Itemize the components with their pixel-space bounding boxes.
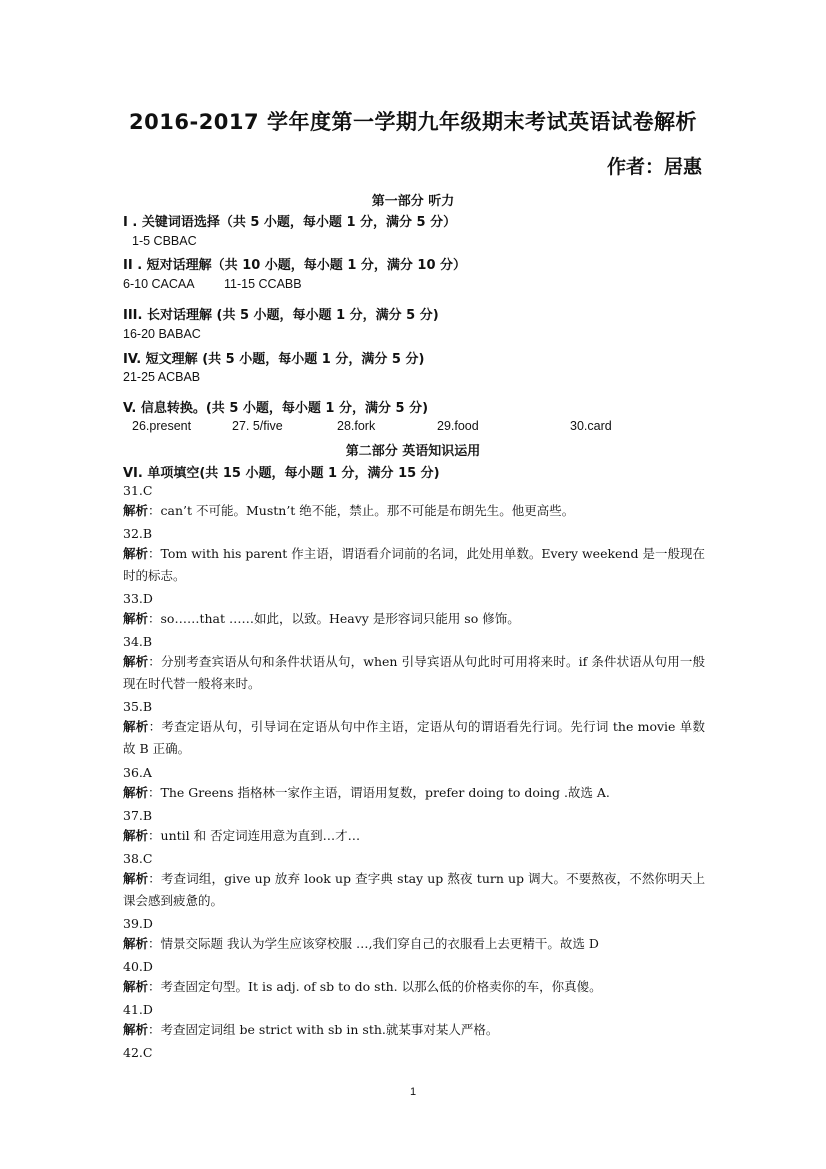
- explanation-text: ：考查词组，give up 放弃 look up 查字典 stay up 熬夜 turn up 调大。不要熬夜，不然你明天上课会感到疲惫的。: [123, 871, 705, 908]
- question-number: 37.B: [123, 808, 153, 823]
- explanation-text: ：so……that ……如此，以致。Heavy 是形容词只能用 so 修饰。: [148, 611, 520, 626]
- question-number: 39.D: [123, 916, 153, 931]
- section-heading: II . 短对话理解（共 10 小题，每小题 1 分，满分 10 分）: [123, 258, 467, 273]
- explanation-label: 解析: [123, 1022, 149, 1037]
- explanation-label: 解析: [123, 979, 149, 994]
- explanation-label: 解析: [123, 936, 149, 951]
- explanation-text: ：情景交际题 我认为学生应该穿校服 …,我们穿自己的衣服看上去更精干。故选 D: [148, 936, 599, 951]
- explanation: [123, 782, 705, 804]
- explanation: [123, 933, 705, 955]
- explanation: [123, 716, 705, 760]
- explanation: [123, 543, 705, 587]
- section-heading: V. 信息转换。(共 5 小题，每小题 1 分，满分 5 分): [123, 401, 429, 416]
- answer-line: 21-25 ACBAB: [123, 370, 201, 384]
- explanation: [123, 608, 705, 630]
- explanation-label: 解析: [123, 719, 149, 734]
- explanation-text: ：考查固定句型。It is adj. of sb to do sth. 以那么低的价格卖你的车，你真傻。: [148, 979, 602, 994]
- explanation: [123, 825, 705, 847]
- explanation-label: 解析: [123, 546, 149, 561]
- answer-line: 16-20 BABAC: [123, 327, 201, 341]
- answer-line: 11-15 CCABB: [224, 277, 302, 291]
- question-number: 33.D: [123, 591, 153, 606]
- explanation-text: ：Tom with his parent 作主语，谓语看介词前的名词，此处用单数。Every weekend 是一般现在时的标志。: [123, 546, 705, 583]
- explanation-text: ：考查定语从句，引导词在定语从句中作主语，定语从句的谓语看先行词。先行词 the movie 单数故 B 正确。: [123, 719, 705, 756]
- explanation-text: ：The Greens 指格林一家作主语，谓语用复数，prefer doing to doing .故选 A.: [148, 785, 610, 800]
- explanation: [123, 1019, 705, 1041]
- question-number: 34.B: [123, 634, 153, 649]
- section-heading: IV. 短文理解 (共 5 小题，每小题 1 分，满分 5 分): [123, 352, 425, 367]
- question-number: 35.B: [123, 699, 153, 714]
- explanation-label: 解析: [123, 611, 149, 626]
- section-heading: VI. 单项填空(共 15 小题，每小题 1 分，满分 15 分): [123, 466, 440, 481]
- explanation: [123, 651, 705, 695]
- answer-item: 26.present: [132, 419, 192, 433]
- author-line: 作者：居惠: [606, 156, 702, 178]
- question-number: 31.C: [123, 483, 153, 498]
- page-number: 1: [409, 1086, 417, 1098]
- answer-line: 1-5 CBBAC: [132, 234, 197, 248]
- question-number: 36.A: [123, 765, 152, 780]
- explanation-text: ：can’t 不可能。Mustn’t 绝不能，禁止。那不可能是布朗先生。他更高些。: [148, 503, 575, 518]
- question-number: 32.B: [123, 526, 153, 541]
- answer-item: 27. 5/five: [232, 419, 283, 433]
- explanation-label: 解析: [123, 654, 149, 669]
- question-number: 42.C: [123, 1045, 153, 1060]
- section-heading: III. 长对话理解 (共 5 小题，每小题 1 分，满分 5 分): [123, 308, 439, 323]
- question-number: 40.D: [123, 959, 153, 974]
- page-title: 2016-2017 学年度第一学期九年级期末考试英语试卷解析: [129, 110, 697, 134]
- explanation: [123, 500, 705, 522]
- question-number: 41.D: [123, 1002, 153, 1017]
- explanation-label: 解析: [123, 785, 149, 800]
- explanation-text: ：分别考查宾语从句和条件状语从句，when 引导宾语从句此时可用将来时。if 条件状语从句用一般现在时代替一般将来时。: [123, 654, 705, 691]
- section-heading: I . 关键词语选择（共 5 小题，每小题 1 分，满分 5 分）: [123, 215, 457, 230]
- part2-heading: 第二部分 英语知识运用: [345, 444, 481, 459]
- part1-heading: 第一部分 听力: [371, 194, 455, 209]
- answer-item: 28.fork: [337, 419, 376, 433]
- explanation-label: 解析: [123, 871, 149, 886]
- explanation-text: ：考查固定词组 be strict with sb in sth.就某事对某人严格。: [148, 1022, 499, 1037]
- explanation-label: 解析: [123, 503, 149, 518]
- answer-item: 29.food: [437, 419, 479, 433]
- explanation: [123, 868, 705, 912]
- explanation-text: ：until 和 否定词连用意为直到…才…: [148, 828, 361, 843]
- explanation: [123, 976, 705, 998]
- answer-line: 6-10 CACAA: [123, 277, 195, 291]
- explanation-label: 解析: [123, 828, 149, 843]
- answer-item: 30.card: [570, 419, 612, 433]
- question-number: 38.C: [123, 851, 153, 866]
